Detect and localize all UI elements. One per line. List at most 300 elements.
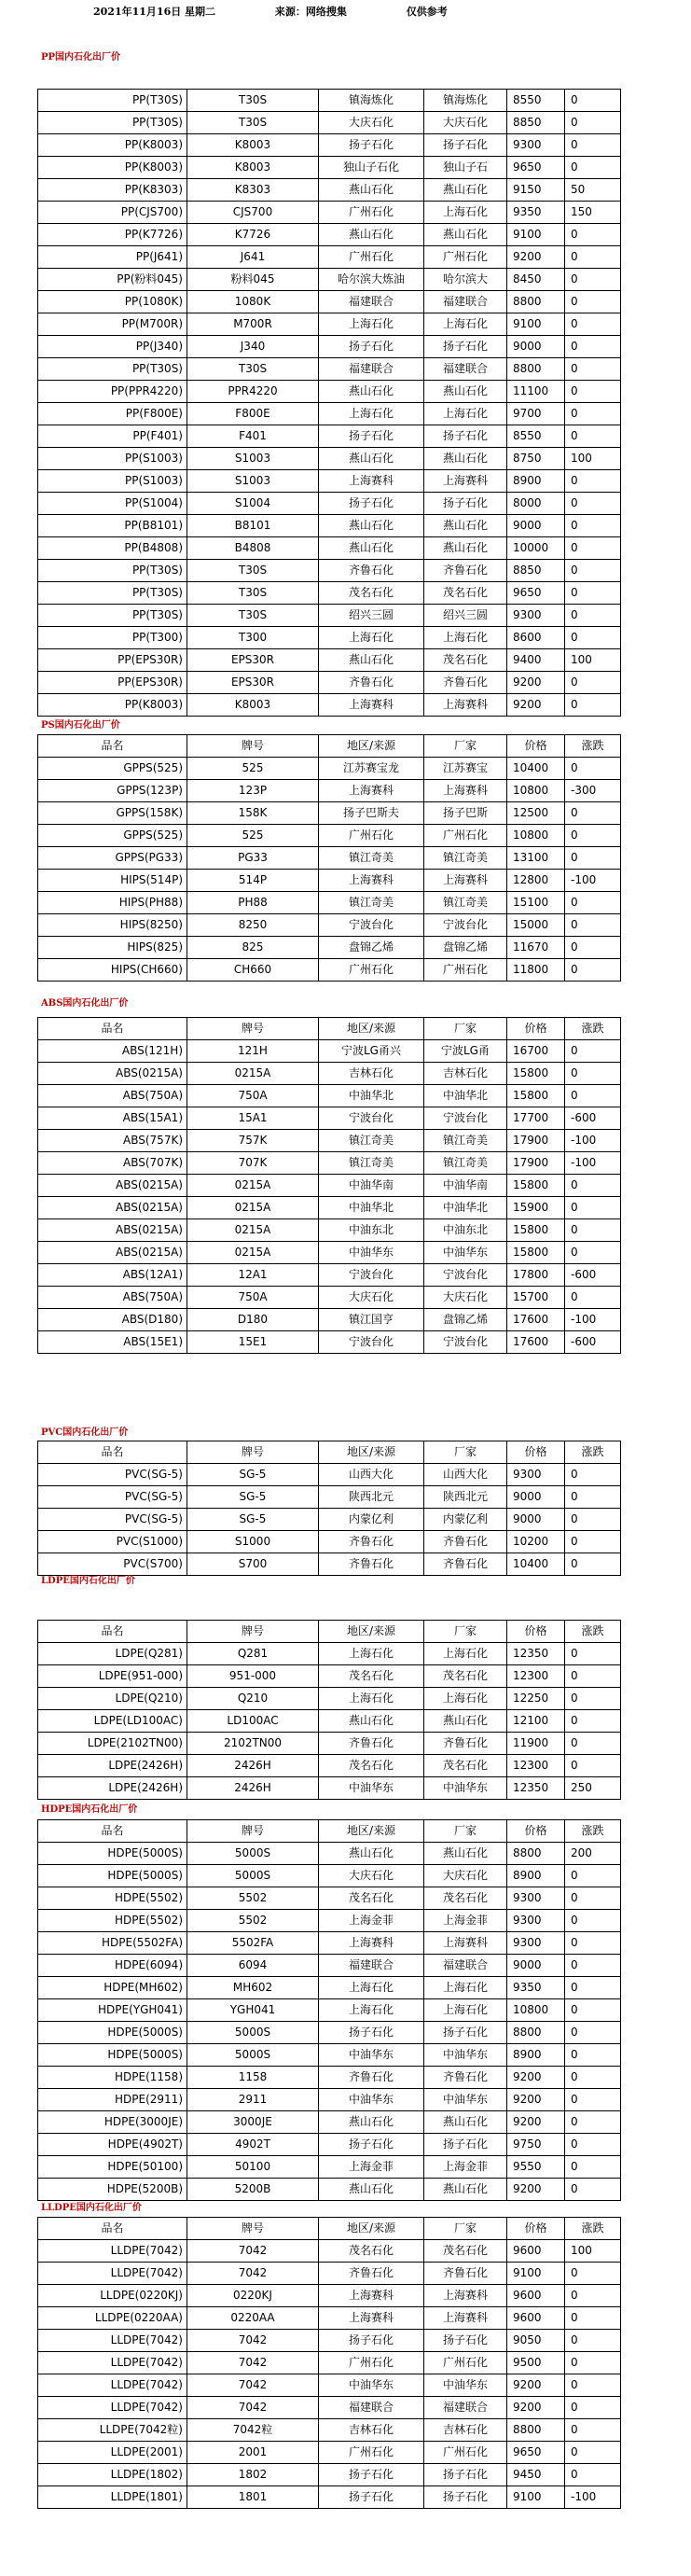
table-cell: 11100	[507, 381, 565, 403]
table-cell: 盘锦乙烯	[319, 937, 424, 959]
table-cell: EPS30R	[187, 649, 319, 672]
table-cell: 福建联合	[424, 2397, 507, 2419]
table-cell: HIPS(514P)	[38, 870, 187, 892]
table-cell: 齐鲁石化	[424, 1531, 507, 1553]
column-header: 品名	[38, 1820, 187, 1843]
table-cell: 8850	[507, 560, 565, 582]
table-cell: 17900	[507, 1130, 565, 1152]
table-cell: 0	[565, 2307, 621, 2330]
table-cell: 825	[187, 937, 319, 959]
table-cell: 上海金菲	[424, 2156, 507, 2179]
table-cell: ABS(15A1)	[38, 1107, 187, 1130]
table-cell: 0	[565, 560, 621, 582]
table-cell: K8003	[187, 134, 319, 157]
table-cell: HDPE(3000JE)	[38, 2111, 187, 2134]
table-cell: 0	[565, 1242, 621, 1264]
table-row	[38, 2397, 621, 2419]
table-cell: -100	[565, 2486, 621, 2509]
table-cell: 0	[565, 112, 621, 134]
table-cell: 0	[565, 1287, 621, 1309]
table-cell: 上海石化	[319, 1977, 424, 1999]
table-cell: 陕西北元	[319, 1486, 424, 1509]
table-cell: 0	[565, 1688, 621, 1710]
table-cell: 燕山石化	[424, 224, 507, 246]
table-cell: 茂名石化	[424, 1665, 507, 1688]
table-cell: 9100	[507, 224, 565, 246]
table-cell: 上海赛科	[319, 780, 424, 802]
table-cell: 中油华北	[319, 1197, 424, 1219]
table-cell: HDPE(1158)	[38, 2067, 187, 2089]
column-header: 涨跌	[565, 2218, 621, 2240]
table-cell: 0215A	[187, 1175, 319, 1197]
table-cell: 大庆石化	[424, 112, 507, 134]
table-cell: LLDPE(7042)	[38, 2397, 187, 2419]
column-header: 牌号	[187, 1820, 319, 1843]
table-cell: 0	[565, 313, 621, 336]
table-cell: 0215A	[187, 1219, 319, 1242]
table-cell: 0	[565, 269, 621, 291]
table-row	[38, 1932, 621, 1955]
table-cell: 9500	[507, 2352, 565, 2374]
table-row	[38, 224, 621, 246]
table-cell: 上海金菲	[319, 2156, 424, 2179]
column-header: 价格	[507, 1018, 565, 1040]
table-row	[38, 2464, 621, 2486]
table-cell: 大庆石化	[424, 1287, 507, 1309]
table-row	[38, 825, 621, 847]
table-row	[38, 470, 621, 493]
page-header	[93, 4, 504, 19]
table-cell: 5502	[187, 1887, 319, 1910]
table-cell: 11670	[507, 937, 565, 959]
table-row	[38, 1977, 621, 1999]
table-cell: 广州石化	[424, 246, 507, 269]
table-cell: 0	[565, 1733, 621, 1755]
table-row	[38, 780, 621, 802]
table-row	[38, 2442, 621, 2464]
table-cell: 中油华北	[319, 1085, 424, 1107]
table-cell: 宁波台化	[424, 914, 507, 937]
table-cell: 福建联合	[424, 1955, 507, 1977]
table-cell: S1003	[187, 470, 319, 493]
table-cell: 0	[565, 1755, 621, 1777]
table-cell: 宁波LG甬	[424, 1040, 507, 1063]
table-cell: -100	[565, 1130, 621, 1152]
table-cell: 中油东北	[424, 1219, 507, 1242]
table-cell: 15900	[507, 1197, 565, 1219]
table-cell: 齐鲁石化	[424, 2263, 507, 2285]
table-cell: 0	[565, 1955, 621, 1977]
table-cell: PP(F800E)	[38, 403, 187, 425]
table-cell: 茂名石化	[319, 1665, 424, 1688]
table-cell: 中油华东	[319, 1777, 424, 1800]
table-cell: B4808	[187, 537, 319, 560]
table-cell: 上海赛科	[319, 470, 424, 493]
table-cell: LLDPE(1801)	[38, 2486, 187, 2509]
table-cell: 茂名石化	[319, 1887, 424, 1910]
table-row	[38, 914, 621, 937]
table-cell: 15E1	[187, 1331, 319, 1354]
column-header: 涨跌	[565, 1018, 621, 1040]
table-row	[38, 1464, 621, 1486]
table-cell: K7726	[187, 224, 319, 246]
table-cell: PP(T30S)	[38, 90, 187, 112]
table-cell: 9150	[507, 179, 565, 202]
table-cell: 8600	[507, 627, 565, 649]
table-cell: 0	[565, 2419, 621, 2442]
table-cell: 8550	[507, 90, 565, 112]
table-row	[38, 2263, 621, 2285]
table-cell: 宁波台化	[319, 1107, 424, 1130]
table-cell: HDPE(5000S)	[38, 2044, 187, 2067]
table-cell: 8900	[507, 2044, 565, 2067]
table-cell: 扬子石化	[424, 134, 507, 157]
table-cell: 17600	[507, 1331, 565, 1354]
section-title: PVC国内石化出厂价	[41, 1427, 129, 1438]
table-cell: 9000	[507, 1509, 565, 1531]
table-row	[38, 1175, 621, 1197]
table-cell: 17900	[507, 1152, 565, 1175]
table-cell: 0	[565, 90, 621, 112]
table-cell: 0	[565, 847, 621, 870]
table-cell: 广州石化	[424, 825, 507, 847]
table-cell: 757K	[187, 1130, 319, 1152]
table-cell: PP(B4808)	[38, 537, 187, 560]
table-cell: ABS(750A)	[38, 1085, 187, 1107]
table-cell: B8101	[187, 515, 319, 537]
table-cell: 0	[565, 1887, 621, 1910]
table-cell: 5000S	[187, 2044, 319, 2067]
table-header-row	[38, 735, 621, 758]
table-cell: 707K	[187, 1152, 319, 1175]
table-cell: 上海石化	[424, 313, 507, 336]
table-cell: ABS(121H)	[38, 1040, 187, 1063]
table-cell: 上海赛科	[424, 694, 507, 717]
table-cell: 9200	[507, 694, 565, 717]
table-row	[38, 1107, 621, 1130]
table-cell: K8303	[187, 179, 319, 202]
table-cell: 齐鲁石化	[319, 2067, 424, 2089]
table-cell: 0	[565, 2111, 621, 2134]
table-cell: ABS(0215A)	[38, 1063, 187, 1085]
table-row	[38, 1509, 621, 1531]
column-header: 厂家	[424, 735, 507, 758]
table-cell: 盘锦乙烯	[424, 937, 507, 959]
table-cell: 9450	[507, 2464, 565, 2486]
table-cell: 0	[565, 758, 621, 780]
table-cell: 8800	[507, 2022, 565, 2044]
price-table	[37, 1441, 621, 1576]
table-cell: 0	[565, 1486, 621, 1509]
table-cell: S1004	[187, 493, 319, 515]
table-cell: 燕山石化	[424, 1710, 507, 1733]
table-cell: PP(K8303)	[38, 179, 187, 202]
table-cell: 大庆石化	[424, 1865, 507, 1887]
table-cell: 燕山石化	[319, 2111, 424, 2134]
table-cell: F800E	[187, 403, 319, 425]
table-cell: 9050	[507, 2330, 565, 2352]
table-cell: 0	[565, 937, 621, 959]
table-row	[38, 2179, 621, 2201]
table-cell: 镇江奇美	[424, 1130, 507, 1152]
table-cell: 上海石化	[319, 313, 424, 336]
table-cell: 9200	[507, 672, 565, 694]
table-cell: T300	[187, 627, 319, 649]
table-cell: 0	[565, 1643, 621, 1665]
table-row	[38, 2134, 621, 2156]
table-cell: 15800	[507, 1085, 565, 1107]
price-table	[37, 1819, 621, 2201]
table-cell: PP(J641)	[38, 246, 187, 269]
column-header: 地区/来源	[319, 1441, 424, 1464]
table-cell: 镇江奇美	[424, 1152, 507, 1175]
table-cell: HDPE(5000S)	[38, 1865, 187, 1887]
table-cell: 17700	[507, 1107, 565, 1130]
table-cell: 大庆石化	[319, 1287, 424, 1309]
column-header: 厂家	[424, 1621, 507, 1643]
table-row	[38, 1910, 621, 1932]
table-cell: 0	[565, 425, 621, 448]
table-cell: 250	[565, 1777, 621, 1800]
table-cell: 上海赛科	[424, 2285, 507, 2307]
table-cell: 8750	[507, 448, 565, 470]
table-cell: PP(1080K)	[38, 291, 187, 313]
table-row	[38, 313, 621, 336]
table-cell: 齐鲁石化	[424, 1553, 507, 1576]
table-cell: T30S	[187, 605, 319, 627]
column-header: 地区/来源	[319, 1820, 424, 1843]
table-cell: 9100	[507, 2486, 565, 2509]
table-cell: 11900	[507, 1733, 565, 1755]
table-cell: S700	[187, 1553, 319, 1576]
table-cell: HDPE(5000S)	[38, 1843, 187, 1865]
table-cell: 燕山石化	[424, 1843, 507, 1865]
table-cell: 福建联合	[319, 291, 424, 313]
table-cell: 4902T	[187, 2134, 319, 2156]
table-cell: 镇江国亨	[319, 1309, 424, 1331]
table-cell: GPPS(525)	[38, 825, 187, 847]
table-cell: 扬子石化	[424, 2486, 507, 2509]
table-cell: LLDPE(2001)	[38, 2442, 187, 2464]
table-cell: 广州石化	[319, 2352, 424, 2374]
table-cell: T30S	[187, 560, 319, 582]
table-cell: K8003	[187, 157, 319, 179]
table-cell: 0	[565, 1977, 621, 1999]
table-cell: 山西大化	[319, 1464, 424, 1486]
table-row	[38, 1331, 621, 1354]
table-cell: 扬子石化	[319, 2134, 424, 2156]
table-row	[38, 1242, 621, 1264]
table-cell: 上海赛科	[424, 2307, 507, 2330]
table-cell: 镇江奇美	[319, 847, 424, 870]
table-cell: HDPE(5502)	[38, 1887, 187, 1910]
table-row	[38, 582, 621, 605]
table-cell: PP(K8003)	[38, 134, 187, 157]
table-row	[38, 112, 621, 134]
table-cell: 上海赛科	[424, 780, 507, 802]
table-row	[38, 758, 621, 780]
table-cell: 上海石化	[319, 627, 424, 649]
table-cell: 0	[565, 2156, 621, 2179]
header-source: 来源：网络搜集	[274, 6, 347, 18]
table-cell: 15800	[507, 1175, 565, 1197]
table-cell: 2001	[187, 2442, 319, 2464]
table-cell: 15800	[507, 1219, 565, 1242]
table-row	[38, 1130, 621, 1152]
table-cell: 福建联合	[319, 358, 424, 381]
table-cell: 茂名石化	[424, 2240, 507, 2263]
table-cell: M700R	[187, 313, 319, 336]
table-row	[38, 179, 621, 202]
table-cell: 7042	[187, 2263, 319, 2285]
table-cell: 10400	[507, 758, 565, 780]
table-cell: 0	[565, 1665, 621, 1688]
table-row	[38, 2330, 621, 2352]
table-cell: 扬子石化	[424, 2134, 507, 2156]
column-header: 涨跌	[565, 1441, 621, 1464]
table-cell: D180	[187, 1309, 319, 1331]
table-cell: 0220AA	[187, 2307, 319, 2330]
table-cell: 上海赛科	[319, 2307, 424, 2330]
table-cell: 扬子石化	[319, 2330, 424, 2352]
table-cell: 0	[565, 959, 621, 982]
table-cell: 上海石化	[424, 627, 507, 649]
table-cell: 茂名石化	[319, 1755, 424, 1777]
table-cell: 9650	[507, 582, 565, 605]
table-row	[38, 1085, 621, 1107]
table-cell: 0	[565, 1175, 621, 1197]
table-cell: 16700	[507, 1040, 565, 1063]
table-cell: 8800	[507, 2419, 565, 2442]
table-cell: PPR4220	[187, 381, 319, 403]
table-cell: 10400	[507, 1553, 565, 1576]
table-cell: 0	[565, 2285, 621, 2307]
column-header: 品名	[38, 1018, 187, 1040]
table-row	[38, 1777, 621, 1800]
table-cell: Q210	[187, 1688, 319, 1710]
table-cell: 镇江奇美	[424, 847, 507, 870]
table-cell: 中油华东	[319, 2089, 424, 2111]
table-cell: 粉料045	[187, 269, 319, 291]
table-cell: HDPE(5502FA)	[38, 1932, 187, 1955]
table-cell: 9350	[507, 202, 565, 224]
table-cell: 6094	[187, 1955, 319, 1977]
table-cell: 12300	[507, 1665, 565, 1688]
column-header: 厂家	[424, 1441, 507, 1464]
table-cell: 0	[565, 2374, 621, 2397]
table-cell: 9000	[507, 515, 565, 537]
table-cell: 扬子石化	[319, 493, 424, 515]
table-cell: 0	[565, 291, 621, 313]
table-cell: 宁波台化	[424, 1264, 507, 1287]
table-cell: 9000	[507, 1486, 565, 1509]
table-cell: 上海赛科	[424, 470, 507, 493]
table-cell: 燕山石化	[424, 515, 507, 537]
table-cell: LDPE(951-000)	[38, 1665, 187, 1688]
table-row	[38, 627, 621, 649]
table-cell: LLDPE(7042粒)	[38, 2419, 187, 2442]
table-cell: 1158	[187, 2067, 319, 2089]
column-header: 牌号	[187, 2218, 319, 2240]
table-row	[38, 1887, 621, 1910]
table-cell: 9000	[507, 336, 565, 358]
table-cell: 50100	[187, 2156, 319, 2179]
table-row	[38, 537, 621, 560]
table-row	[38, 2486, 621, 2509]
table-cell: HDPE(5000S)	[38, 2022, 187, 2044]
table-cell: 12500	[507, 802, 565, 825]
table-cell: 扬子巴斯夫	[319, 802, 424, 825]
table-cell: 50	[565, 179, 621, 202]
table-cell: 12350	[507, 1777, 565, 1800]
table-cell: PP(T30S)	[38, 582, 187, 605]
table-cell: 茂名石化	[424, 649, 507, 672]
table-cell: ABS(750A)	[38, 1287, 187, 1309]
table-cell: 0	[565, 2397, 621, 2419]
table-cell: 江苏赛宝	[424, 758, 507, 780]
table-row	[38, 269, 621, 291]
table-cell: 中油华东	[319, 1242, 424, 1264]
table-cell: PP(S1003)	[38, 470, 187, 493]
table-cell: PG33	[187, 847, 319, 870]
table-cell: 上海赛科	[424, 1932, 507, 1955]
table-cell: PP(T30S)	[38, 605, 187, 627]
table-row	[38, 1219, 621, 1242]
table-cell: PP(M700R)	[38, 313, 187, 336]
table-header-row	[38, 1820, 621, 1843]
table-cell: 绍兴三圆	[424, 605, 507, 627]
table-cell: 福建联合	[424, 291, 507, 313]
table-row	[38, 336, 621, 358]
table-cell: 0	[565, 2442, 621, 2464]
table-cell: 9600	[507, 2285, 565, 2307]
table-cell: PH88	[187, 892, 319, 914]
table-cell: 0	[565, 2263, 621, 2285]
price-table	[37, 1017, 621, 1354]
table-cell: 8900	[507, 470, 565, 493]
column-header: 牌号	[187, 1441, 319, 1464]
table-cell: 中油东北	[319, 1219, 424, 1242]
table-cell: 1802	[187, 2464, 319, 2486]
table-cell: 0	[565, 134, 621, 157]
table-cell: 2426H	[187, 1777, 319, 1800]
table-cell: 上海石化	[319, 1643, 424, 1665]
table-cell: 广州石化	[319, 959, 424, 982]
table-row	[38, 1040, 621, 1063]
table-cell: 0	[565, 2464, 621, 2486]
table-cell: 0	[565, 672, 621, 694]
table-cell: 0	[565, 1040, 621, 1063]
table-cell: 内蒙亿利	[424, 1509, 507, 1531]
table-cell: T30S	[187, 358, 319, 381]
table-cell: 绍兴三圆	[319, 605, 424, 627]
table-cell: 扬子石化	[424, 2330, 507, 2352]
table-row	[38, 90, 621, 112]
table-cell: 燕山石化	[424, 2179, 507, 2201]
table-cell: 15100	[507, 892, 565, 914]
table-cell: 上海石化	[424, 403, 507, 425]
table-cell: 宁波台化	[424, 1331, 507, 1354]
table-cell: 镇江奇美	[319, 892, 424, 914]
table-cell: 上海赛科	[319, 2285, 424, 2307]
section-title: LLDPE国内石化出厂价	[41, 2203, 142, 2213]
table-cell: 齐鲁石化	[424, 2067, 507, 2089]
table-row	[38, 672, 621, 694]
table-cell: 0	[565, 694, 621, 717]
table-cell: PP(T30S)	[38, 112, 187, 134]
table-cell: 0	[565, 627, 621, 649]
table-cell: 燕山石化	[319, 179, 424, 202]
